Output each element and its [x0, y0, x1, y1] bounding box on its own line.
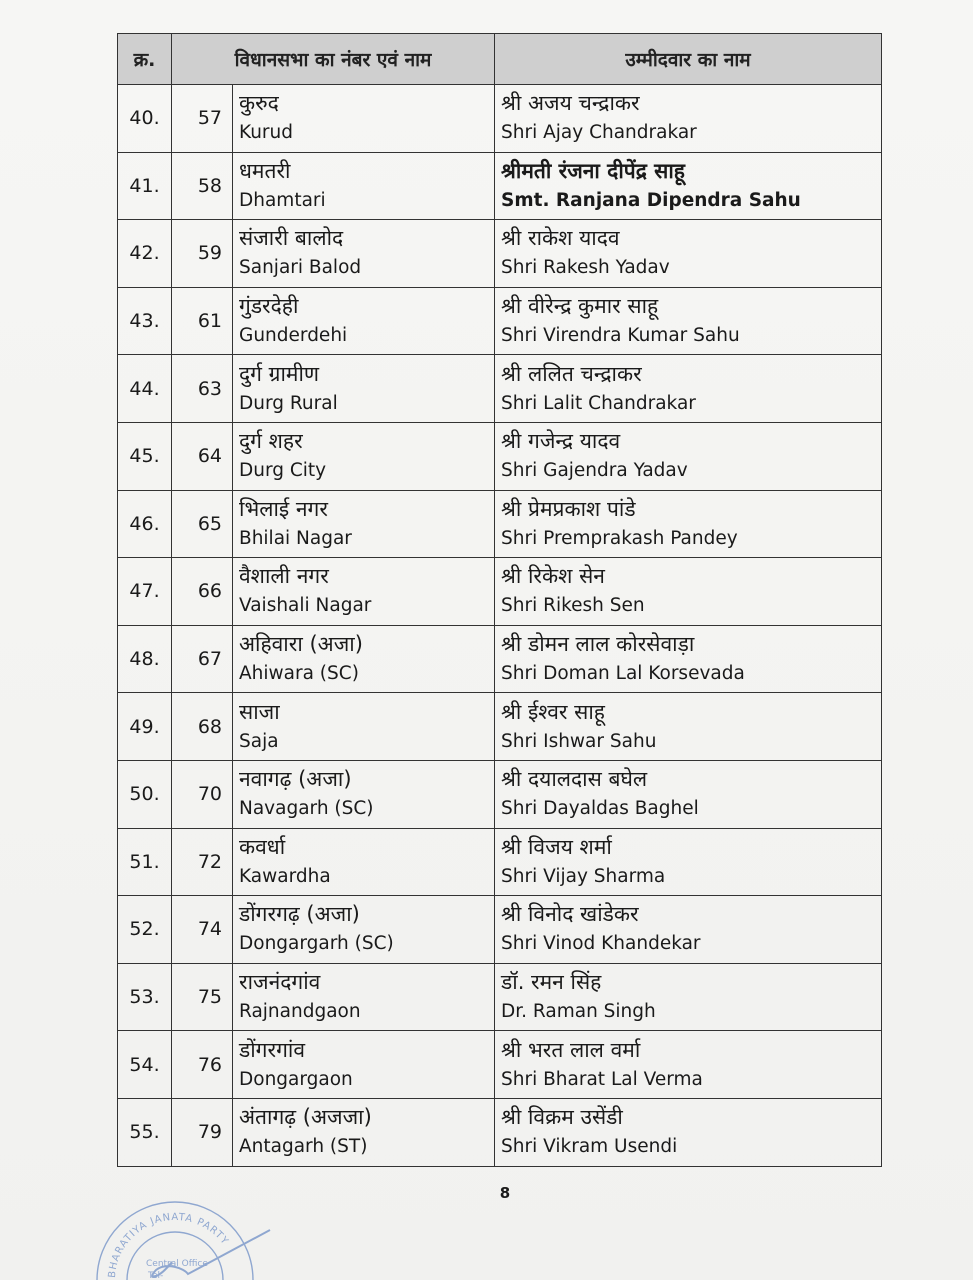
candidate-name: [495, 355, 882, 423]
serial-number: 55.: [118, 1098, 172, 1166]
candidate-name-english: Shri Doman Lal Korsevada: [501, 663, 745, 685]
candidate-name-hindi: श्री प्रेमप्रकाश पांडे: [501, 496, 636, 521]
serial-number: 45.: [118, 422, 172, 490]
candidate-name-english: Shri Ajay Chandrakar: [501, 122, 697, 144]
constituency-name-english: Kawardha: [239, 865, 331, 887]
constituency-number: 61: [172, 287, 233, 355]
candidate-name-hindi: श्री दयालदास बघेल: [501, 767, 648, 792]
candidate-name-english: Dr. Raman Singh: [501, 1001, 656, 1023]
table-row: [118, 760, 882, 828]
candidate-name: [495, 1098, 882, 1166]
candidate-name-english: Shri Virendra Kumar Sahu: [501, 325, 740, 347]
constituency-name: [233, 1098, 495, 1166]
candidate-name: [495, 220, 882, 288]
serial-number: 47.: [118, 558, 172, 626]
constituency-name: [233, 422, 495, 490]
constituency-number: 74: [172, 896, 233, 964]
constituency-name: [233, 152, 495, 220]
candidate-name-hindi: श्री ईश्वर साहू: [501, 699, 605, 724]
constituency-name: [233, 1031, 495, 1099]
candidate-name-english: Shri Gajendra Yadav: [501, 460, 688, 482]
constituency-name: [233, 896, 495, 964]
candidate-name: [495, 152, 882, 220]
table-row: [118, 896, 882, 964]
constituency-name: [233, 220, 495, 288]
header-candidate: उम्मीदवार का नाम: [495, 34, 882, 85]
constituency-name: [233, 287, 495, 355]
serial-number: 51.: [118, 828, 172, 896]
candidate-name-hindi: श्री विक्रम उसेंडी: [501, 1105, 623, 1130]
constituency-number: 72: [172, 828, 233, 896]
candidate-name: [495, 896, 882, 964]
candidate-name-hindi: श्री अजय चन्द्राकर: [501, 91, 640, 116]
constituency-name-english: Dhamtari: [239, 189, 326, 211]
candidate-name-hindi: श्री डोमन लाल कोरसेवाड़ा: [501, 632, 695, 657]
candidate-name-hindi: श्री भरत लाल वर्मा: [501, 1037, 641, 1062]
serial-number: 40.: [118, 85, 172, 153]
constituency-number: 63: [172, 355, 233, 423]
table-body: [118, 85, 882, 1167]
constituency-name-english: Durg Rural: [239, 392, 338, 414]
candidate-name-english: Smt. Ranjana Dipendra Sahu: [501, 189, 801, 211]
constituency-name-english: Sanjari Balod: [239, 257, 362, 279]
table-row: [118, 85, 882, 153]
table-row: [118, 1031, 882, 1099]
candidate-name-english: Shri Vikram Usendi: [501, 1136, 678, 1158]
constituency-name-hindi: डोंगरगांव: [239, 1037, 306, 1062]
candidate-name-hindi: श्री गजेन्द्र यादव: [501, 429, 621, 454]
constituency-name-english: Kurud: [239, 122, 294, 144]
table-row: [118, 828, 882, 896]
serial-number: 54.: [118, 1031, 172, 1099]
constituency-number: 67: [172, 625, 233, 693]
constituency-name: [233, 85, 495, 153]
constituency-name: [233, 355, 495, 423]
candidate-name-hindi: डॉ. रमन सिंह: [501, 970, 602, 995]
constituency-name-english: Vaishali Nagar: [239, 595, 372, 617]
party-seal-stamp: [60, 1170, 280, 1280]
table-row: [118, 422, 882, 490]
constituency-name-hindi: अंतागढ़ (अजजा): [239, 1105, 372, 1130]
serial-number: 44.: [118, 355, 172, 423]
constituency-name-english: Dongargaon: [239, 1068, 353, 1090]
candidate-name-english: Shri Lalit Chandrakar: [501, 392, 696, 414]
constituency-name-hindi: डोंगरगढ़ (अजा): [239, 902, 360, 927]
constituency-name-english: Saja: [239, 730, 279, 752]
constituency-name-hindi: दुर्ग शहर: [239, 429, 303, 454]
serial-number: 41.: [118, 152, 172, 220]
table-header-row: [118, 34, 882, 85]
constituency-name-hindi: वैशाली नगर: [239, 564, 329, 589]
constituency-name-hindi: नवागढ़ (अजा): [239, 767, 352, 792]
candidate-name-hindi: श्री रिकेश सेन: [501, 564, 605, 589]
table-row: [118, 963, 882, 1031]
table-row: [118, 152, 882, 220]
candidate-name: [495, 760, 882, 828]
constituency-name-english: Dongargarh (SC): [239, 933, 394, 955]
constituency-name-english: Gunderdehi: [239, 325, 348, 347]
candidate-name-hindi: श्री विजय शर्मा: [501, 834, 612, 859]
serial-number: 46.: [118, 490, 172, 558]
constituency-number: 68: [172, 693, 233, 761]
constituency-name-hindi: कवर्धा: [239, 834, 286, 859]
candidate-name-english: Shri Dayaldas Baghel: [501, 798, 699, 820]
constituency-name-english: Durg City: [239, 460, 327, 482]
seal-tel-text: Tel-: [148, 1271, 164, 1280]
candidate-name-hindi: श्री ललित चन्द्राकर: [501, 361, 642, 386]
serial-number: 43.: [118, 287, 172, 355]
constituency-name-english: Bhilai Nagar: [239, 527, 352, 549]
constituency-name-hindi: राजनंदगांव: [239, 970, 321, 995]
candidate-name-hindi: श्री वीरेन्द्र कुमार साहू: [501, 294, 659, 319]
candidate-name: [495, 963, 882, 1031]
header-serial: क्र.: [118, 34, 172, 85]
constituency-name-hindi: भिलाई नगर: [239, 496, 328, 521]
candidate-name: [495, 85, 882, 153]
table-row: [118, 625, 882, 693]
constituency-name-hindi: दुर्ग ग्रामीण: [239, 361, 320, 386]
constituency-number: 76: [172, 1031, 233, 1099]
constituency-name: [233, 558, 495, 626]
candidate-name-hindi: श्रीमती रंजना दीपेंद्र साहू: [501, 158, 685, 183]
constituency-number: 59: [172, 220, 233, 288]
constituency-number: 65: [172, 490, 233, 558]
candidate-table: [117, 33, 882, 1167]
seal-party-text: BHARATIYA JANATA PARTY: [106, 1211, 231, 1279]
constituency-name-hindi: संजारी बालोद: [239, 226, 344, 251]
candidate-name: [495, 1031, 882, 1099]
constituency-number: 58: [172, 152, 233, 220]
serial-number: 48.: [118, 625, 172, 693]
constituency-name-hindi: अहिवारा (अजा): [239, 632, 363, 657]
constituency-name-english: Rajnandgaon: [239, 1001, 361, 1023]
constituency-name: [233, 963, 495, 1031]
constituency-name-hindi: कुरुद: [239, 91, 279, 116]
serial-number: 49.: [118, 693, 172, 761]
table-row: [118, 355, 882, 423]
candidate-name-english: Shri Vinod Khandekar: [501, 933, 701, 955]
table-row: [118, 220, 882, 288]
constituency-number: 64: [172, 422, 233, 490]
table-row: [118, 693, 882, 761]
candidate-name-english: Shri Ishwar Sahu: [501, 730, 657, 752]
constituency-name-english: Navagarh (SC): [239, 798, 374, 820]
table-row: [118, 1098, 882, 1166]
candidate-name: [495, 422, 882, 490]
constituency-name-english: Antagarh (ST): [239, 1136, 368, 1158]
page-number: 8: [499, 1184, 511, 1202]
serial-number: 53.: [118, 963, 172, 1031]
serial-number: 52.: [118, 896, 172, 964]
constituency-name: [233, 760, 495, 828]
candidate-name-hindi: श्री विनोद खांडेकर: [501, 902, 639, 927]
table-row: [118, 287, 882, 355]
seal-office-text: Central Office: [146, 1259, 208, 1269]
candidate-name: [495, 490, 882, 558]
constituency-number: 57: [172, 85, 233, 153]
constituency-number: 75: [172, 963, 233, 1031]
candidate-name-english: Shri Bharat Lal Verma: [501, 1068, 703, 1090]
candidate-name: [495, 625, 882, 693]
candidate-name: [495, 828, 882, 896]
header-constituency: विधानसभा का नंबर एवं नाम: [172, 34, 495, 85]
candidate-name-english: Shri Rakesh Yadav: [501, 257, 670, 279]
candidate-name: [495, 558, 882, 626]
constituency-name-hindi: गुंडरदेही: [239, 294, 299, 319]
constituency-name-hindi: साजा: [239, 699, 280, 724]
candidate-name: [495, 693, 882, 761]
table-row: [118, 558, 882, 626]
constituency-number: 79: [172, 1098, 233, 1166]
constituency-name: [233, 625, 495, 693]
candidate-name-english: Shri Premprakash Pandey: [501, 527, 738, 549]
constituency-number: 70: [172, 760, 233, 828]
constituency-name: [233, 490, 495, 558]
constituency-name-hindi: धमतरी: [239, 158, 291, 183]
constituency-number: 66: [172, 558, 233, 626]
serial-number: 50.: [118, 760, 172, 828]
candidate-name-hindi: श्री राकेश यादव: [501, 226, 620, 251]
candidate-name: [495, 287, 882, 355]
candidate-name-english: Shri Vijay Sharma: [501, 865, 666, 887]
constituency-name: [233, 828, 495, 896]
constituency-name: [233, 693, 495, 761]
table-row: [118, 490, 882, 558]
candidate-name-english: Shri Rikesh Sen: [501, 595, 645, 617]
constituency-name-english: Ahiwara (SC): [239, 663, 359, 685]
serial-number: 42.: [118, 220, 172, 288]
